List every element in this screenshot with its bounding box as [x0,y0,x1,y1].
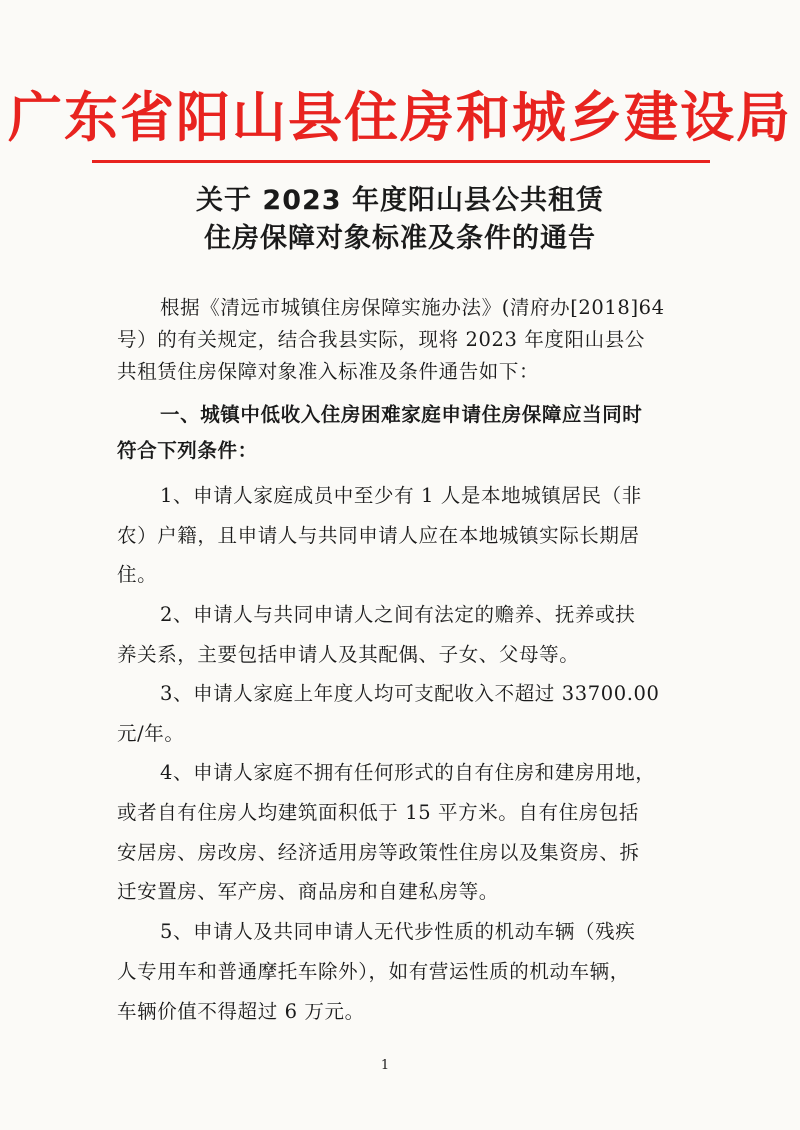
document-title-line-1: 关于 2023 年度阳山县公共租赁 [196,185,604,216]
body-line: 农）户籍，且申请人与共同申请人应在本地城镇实际长期居 [117,524,640,547]
body-line: 或者自有住房人均建筑面积低于 15 平方米。自有住房包括 [117,801,640,824]
body-line: 4、申请人家庭不拥有任何形式的自有住房和建房用地， [160,761,656,784]
body-line: 元/年。 [117,722,185,745]
body-line: 车辆价值不得超过 6 万元。 [117,1000,365,1023]
body-line: 共租赁住房保障对象准入标准及条件通告如下： [117,360,540,383]
section-heading-line: 符合下列条件： [117,439,258,462]
body-line: 养关系，主要包括申请人及其配偶、子女、父母等。 [117,643,580,666]
body-line: 号）的有关规定，结合我县实际，现将 2023 年度阳山县公 [117,328,645,351]
section-heading-line: 一、城镇中低收入住房困难家庭申请住房保障应当同时 [160,403,643,426]
body-line: 3、申请人家庭上年度人均可支配收入不超过 33700.00 [160,682,660,705]
page-number: 1 [380,1058,390,1073]
body-line: 根据《清远市城镇住房保障实施办法》(清府办[2018]64 [160,296,665,319]
body-line: 迁安置房、军产房、商品房和自建私房等。 [117,880,499,903]
body-line: 2、申请人与共同申请人之间有法定的赡养、抚养或扶 [160,603,636,626]
body-line: 住。 [117,563,158,586]
issuer-header: 广东省阳山县住房和城乡建设局 [8,85,792,149]
body-line: 1、申请人家庭成员中至少有 1 人是本地城镇居民（非 [160,484,642,507]
body-line: 人专用车和普通摩托车除外），如有营运性质的机动车辆， [117,960,630,983]
body-line: 安居房、房改房、经济适用房等政策性住房以及集资房、拆 [117,841,640,864]
red-divider [92,160,710,163]
document-title-line-2: 住房保障对象标准及条件的通告 [204,223,596,254]
body-line: 5、申请人及共同申请人无代步性质的机动车辆（残疾 [160,920,636,943]
